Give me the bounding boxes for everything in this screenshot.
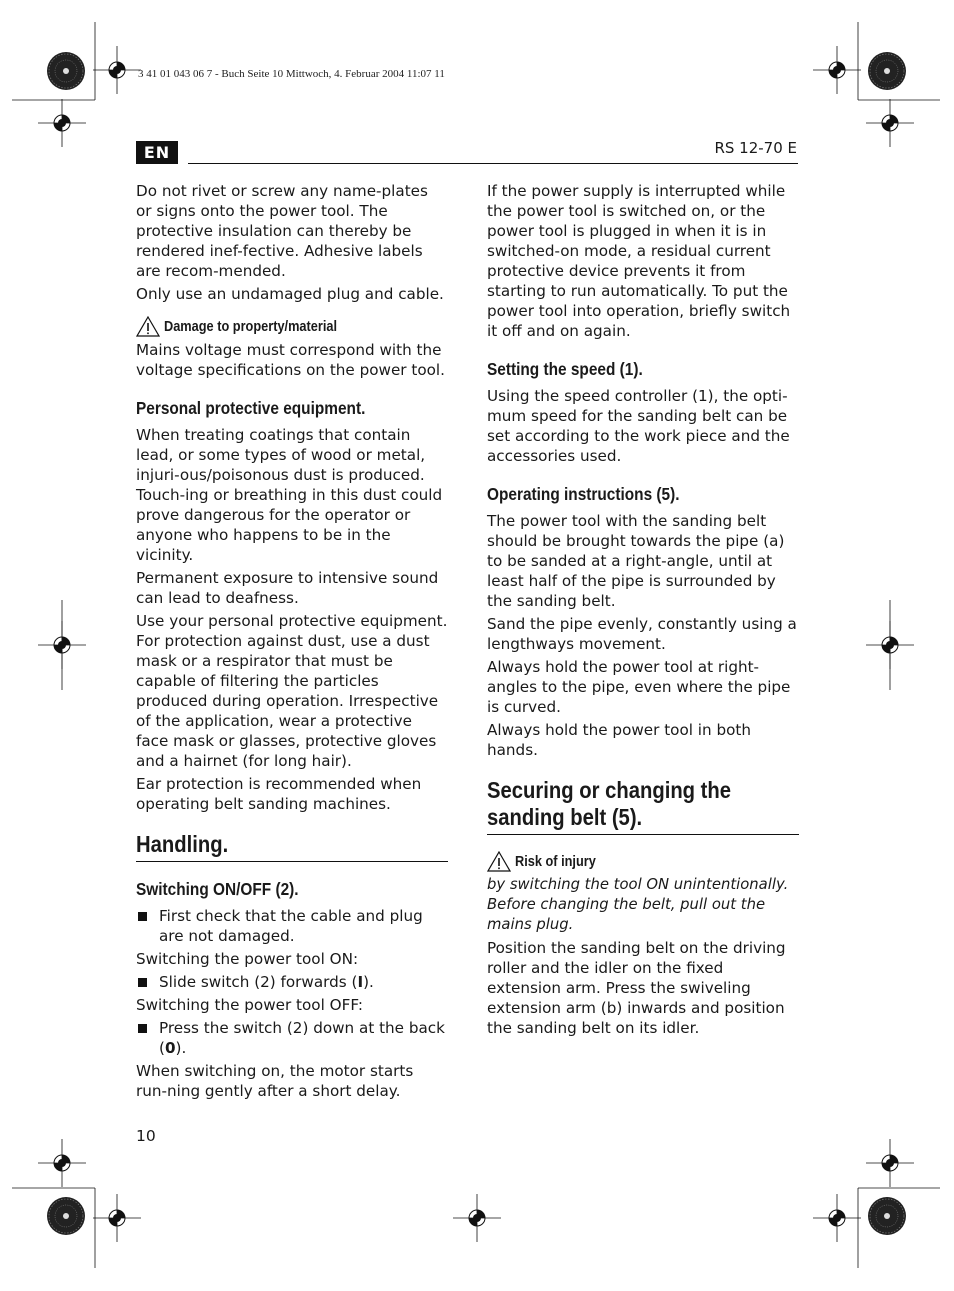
intro-paragraph: Do not rivet or screw any name-plates or signs onto the power tool. The protective insulation can thereby be rendered inef-fective. Adhesive labels are recom-mended. [136, 182, 428, 280]
ppe-paragraph: Permanent exposure to intensive sound can lead to deafness. [136, 569, 439, 607]
language-badge: EN [136, 141, 178, 164]
bullet-text: Press the switch (2) down at the back (0). [159, 1019, 445, 1057]
handling-heading: Handling. [136, 831, 229, 857]
switch-on-label: Switching the power tool ON: [136, 950, 359, 968]
securing-heading-line: Securing or changing the [487, 777, 732, 803]
operating-paragraph: Always hold the power tool in both hands. [487, 721, 751, 759]
power-interruption-text: If the power supply is interrupted while the power tool is switched on, or the power tool is plugged in when it is in switched-on mode, a residual current protective device prevents it from starting to run automatically. To put the power tool into operation, briefly switch it off and on again. [487, 182, 791, 340]
bullet-item [136, 906, 448, 946]
risk-text: by switching the tool ON unintentionally. Before changing the belt, pull out the mains plug. [487, 876, 789, 933]
ppe-paragraph: Use your personal protective equipment. For protection against dust, use a dust mask or a respirator that must be capable of filtering the particles produced during operation. Irrespective of the application, wear a protective face mask or glasses, protective gloves and a hairnet (for long hair). [136, 612, 448, 770]
switch-off-label: Switching the power tool OFF: [136, 996, 363, 1014]
securing-heading-line: sanding belt (5). [487, 804, 643, 830]
operating-paragraph: The power tool with the sanding belt should be brought towards the pipe (a) to be sanded at a right-angle, until at least half of the pipe is surrounded by the sanding belt. [487, 512, 785, 610]
bullet-text: Slide switch (2) forwards (I). [159, 973, 374, 991]
intro-paragraph: Only use an undamaged plug and cable. [136, 285, 444, 303]
warning-triangle-icon [487, 851, 511, 872]
ppe-heading: Personal protective equipment. [136, 398, 366, 418]
page-number: 10 [136, 1127, 156, 1145]
warning-triangle-icon [136, 316, 160, 337]
bullet-square-icon [138, 1024, 147, 1033]
operating-paragraph: Sand the pipe evenly, constantly using a lengthways movement. [487, 615, 797, 653]
bullet-item [136, 972, 448, 992]
damage-warning [136, 316, 448, 337]
damage-text: Mains voltage must correspond with the voltage specifications on the power tool. [136, 341, 445, 379]
switching-heading: Switching ON/OFF (2). [136, 879, 299, 899]
bullet-item [136, 1018, 448, 1058]
header-rule [188, 163, 798, 164]
left-column [136, 181, 448, 1104]
right-column [487, 181, 799, 1041]
securing-heading-block [487, 777, 799, 835]
bullet-text: First check that the cable and plug are not damaged. [159, 907, 423, 945]
on-symbol: I [357, 973, 364, 991]
switch-note: When switching on, the motor starts run-ning gently after a short delay. [136, 1062, 414, 1100]
model-name: RS 12-70 E [714, 139, 797, 157]
print-slug-line: 3 41 01 043 06 7 - Buch Seite 10 Mittwoch, 4. Februar 2004 11:07 11 [138, 68, 445, 80]
off-symbol: 0 [164, 1039, 176, 1057]
risk-warning-label: Risk of injury [515, 853, 596, 870]
risk-warning [487, 851, 799, 872]
handling-heading-block [136, 831, 448, 862]
position-text: Position the sanding belt on the driving roller and the idler on the fixed extension arm. Press the swiveling extension arm (b) inwards and position the sanding belt on its idler. [487, 939, 786, 1037]
ppe-paragraph: When treating coatings that contain lead, or some types of wood or metal, injuri-ous/poisonous dust is produced. Touch-ing or breathing in this dust could prove dangerous for the operator or anyone who happens to be in the vicinity. [136, 426, 443, 564]
speed-heading: Setting the speed (1). [487, 359, 643, 379]
bullet-square-icon [138, 978, 147, 987]
speed-text: Using the speed controller (1), the opti-mum speed for the sanding belt can be set according to the work piece and the accessories used. [487, 387, 790, 465]
ppe-paragraph: Ear protection is recommended when operating belt sanding machines. [136, 775, 422, 813]
damage-warning-label: Damage to property/material [164, 318, 338, 335]
operating-paragraph: Always hold the power tool at right-angles to the pipe, even where the pipe is curved. [487, 658, 791, 716]
bullet-square-icon [138, 912, 147, 921]
operating-heading: Operating instructions (5). [487, 484, 680, 504]
